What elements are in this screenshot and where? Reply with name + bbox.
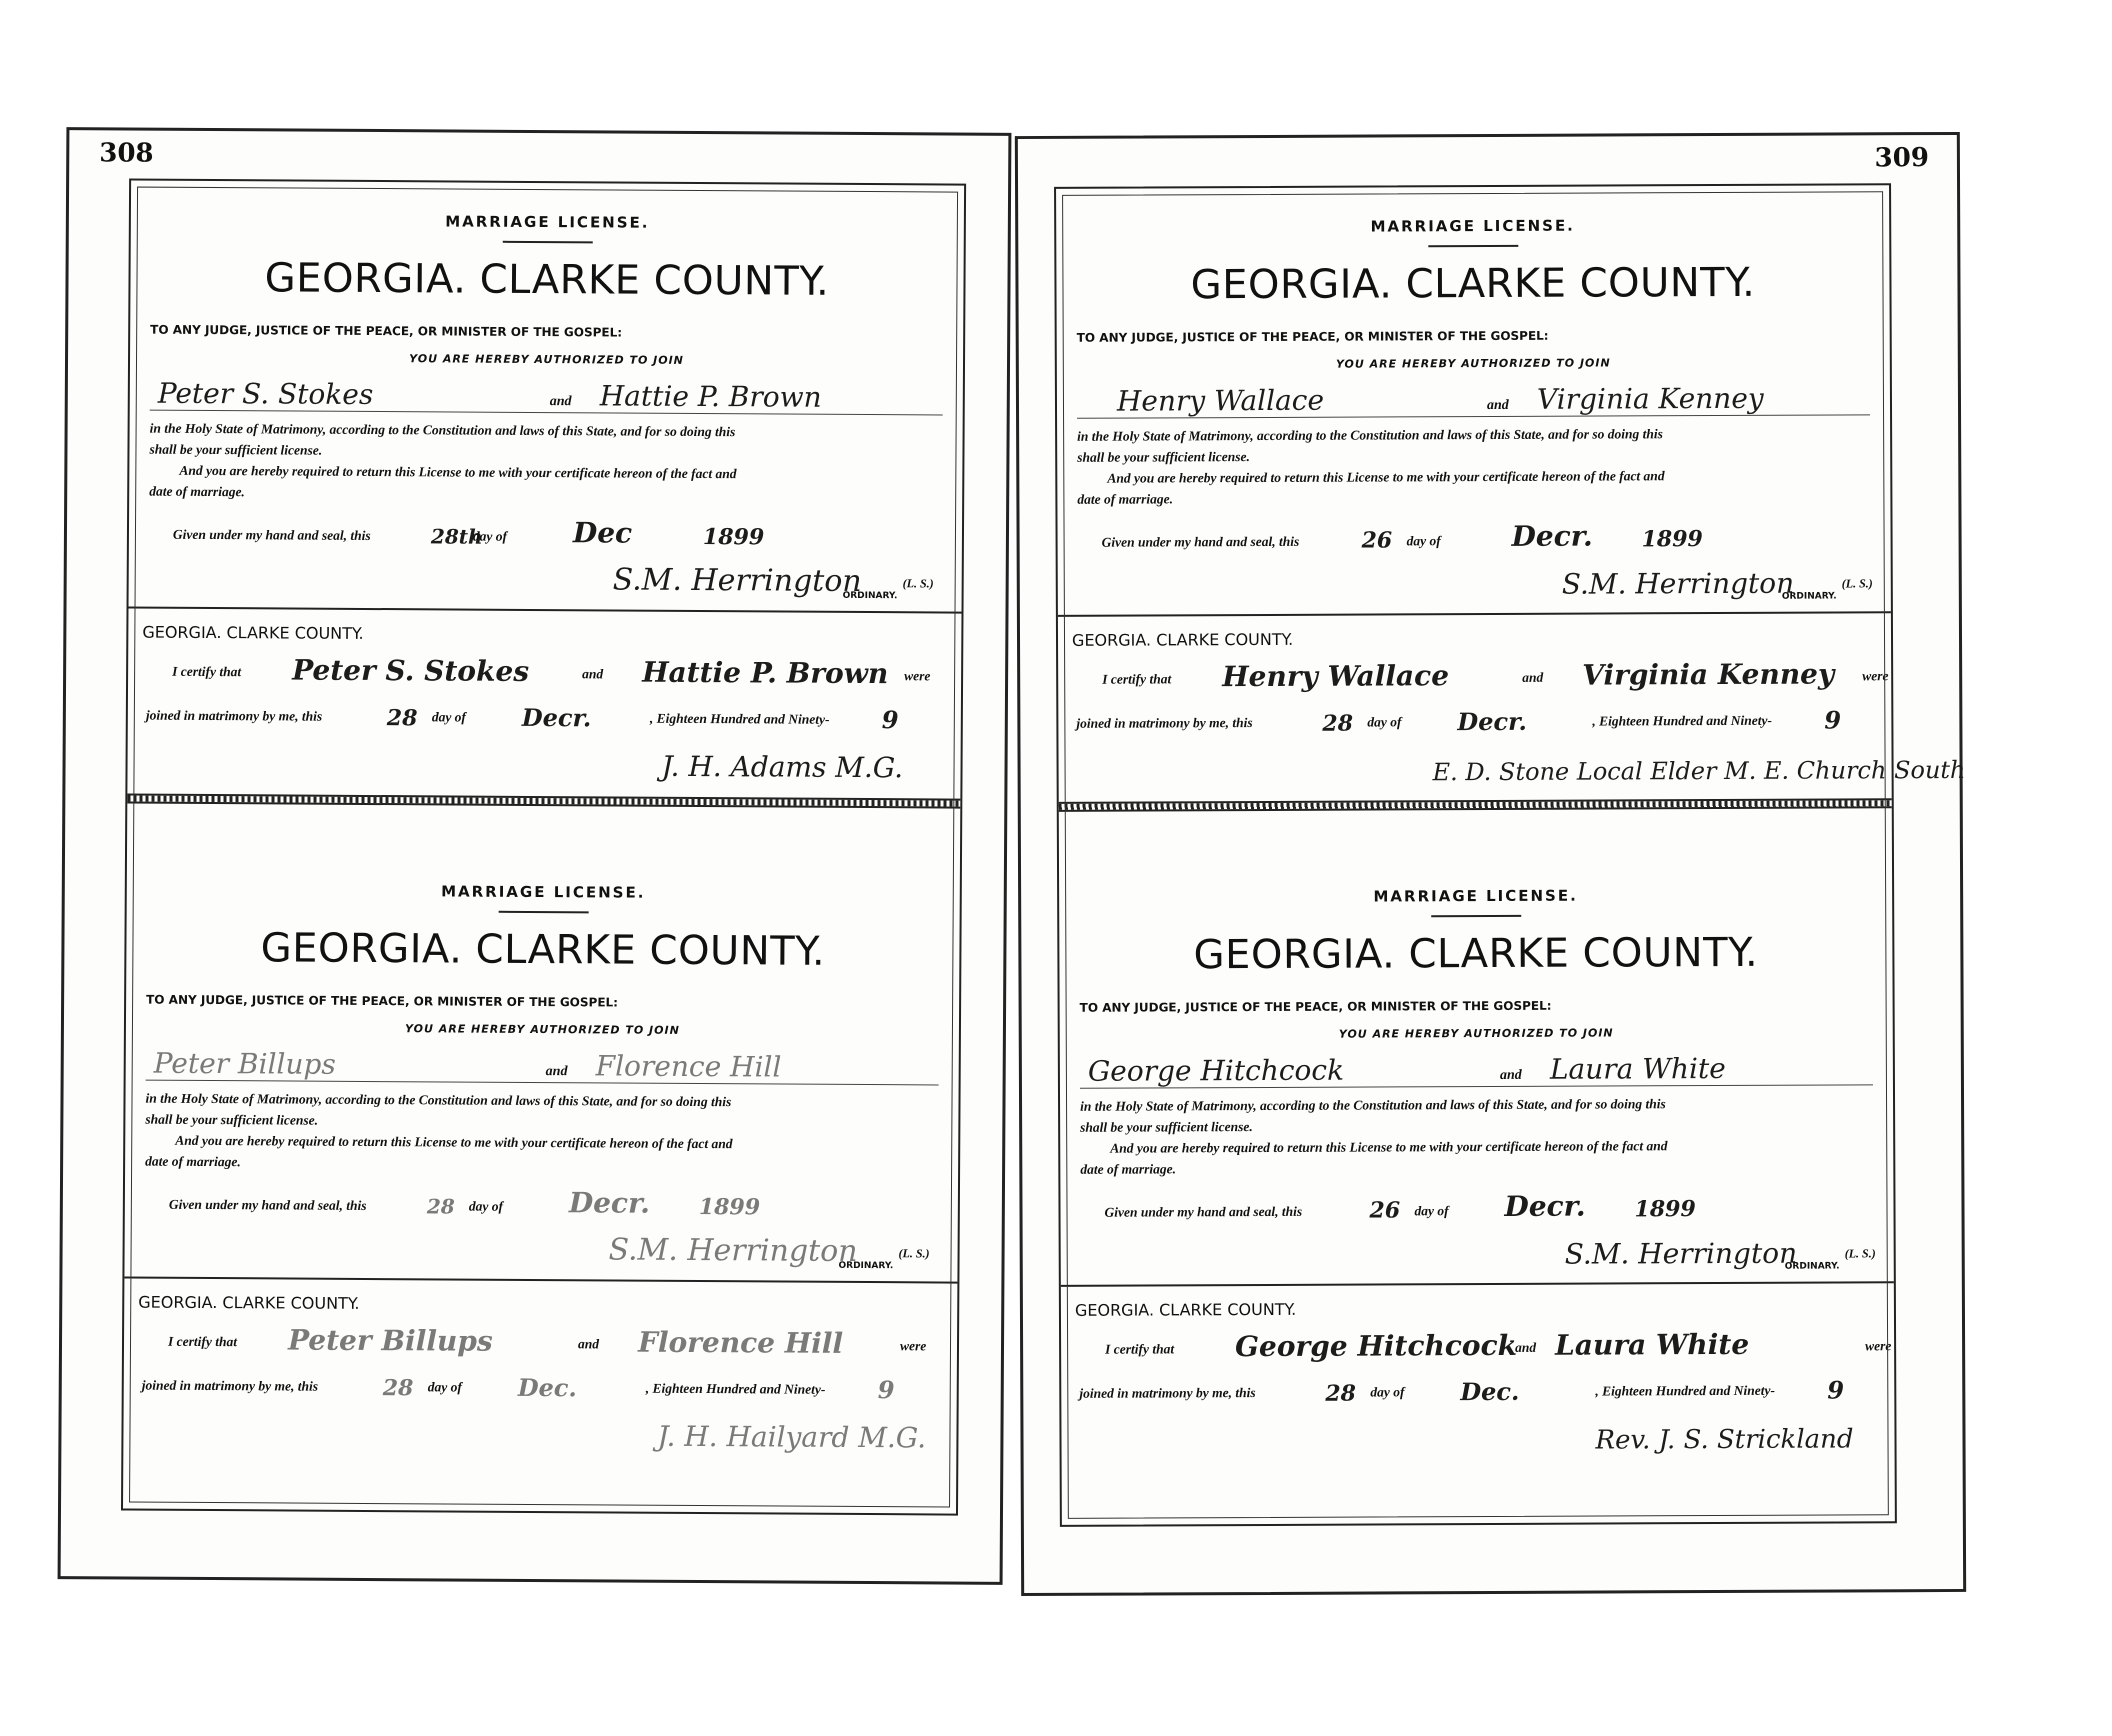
- day-of-label: day of: [468, 1198, 504, 1214]
- joined-label: joined in matrimony by me, this: [1079, 1384, 1256, 1401]
- joined-line: [142, 691, 947, 734]
- and-label: and: [1499, 1067, 1522, 1083]
- and-label: and: [1522, 669, 1544, 685]
- address-line: TO ANY JUDGE, JUSTICE OF THE PEACE, OR MINISTER OF THE GOSPEL:: [1076, 328, 1549, 345]
- ls-label: (L. S.): [1841, 576, 1873, 591]
- given-year: 1899: [1634, 1195, 1696, 1223]
- eighteen-label: , Eighteen Hundred and Ninety-: [1592, 712, 1773, 729]
- joined-month: Decr.: [1457, 706, 1527, 736]
- certify-label: I certify that: [1102, 671, 1172, 687]
- marriage-license: [141, 203, 950, 809]
- certify-label: I certify that: [167, 1333, 238, 1349]
- license-text: [145, 1089, 938, 1178]
- names-line: [146, 1040, 939, 1086]
- eighteen-label: , Eighteen Hundred and Ninety-: [649, 710, 830, 727]
- officiant-signature: E. D. Stone Local Elder M. E. Church South: [1432, 755, 1966, 786]
- day-of-label: day of: [427, 1379, 462, 1395]
- authorized-line: YOU ARE HEREBY AUTHORIZED TO JOIN: [1338, 1026, 1614, 1041]
- joined-month: Decr.: [521, 702, 592, 733]
- marriage-license: [137, 873, 946, 1455]
- certify-line: [138, 1317, 943, 1360]
- ordinary-signature: S.M. Herrington: [608, 1232, 858, 1269]
- ornament-rule: [502, 241, 592, 244]
- ordinary-label: ORDINARY.: [1784, 1261, 1840, 1272]
- eighteen-label: , Eighteen Hundred and Ninety-: [1595, 1382, 1775, 1399]
- text-line: in the Holy State of Matrimony, according to the Constitution and laws of this State, and for so doing this: [149, 420, 736, 440]
- given-year: 1899: [698, 1193, 761, 1221]
- given-month: Dec: [572, 515, 633, 550]
- day-of-label: day of: [1414, 1202, 1449, 1219]
- bride-name: Hattie P. Brown: [599, 379, 822, 414]
- certify-line: [1075, 1322, 1892, 1364]
- text-line: date of marriage.: [1077, 491, 1174, 507]
- authorized-line: YOU ARE HEREBY AUTHORIZED TO JOIN: [405, 1022, 680, 1037]
- text-line: And you are hereby required to return this License to me with your certificate hereon of the fact and: [1107, 468, 1665, 486]
- joined-line: [138, 1361, 943, 1404]
- marriage-license: [1070, 207, 1966, 811]
- given-year: 1899: [1641, 525, 1703, 553]
- and-label: and: [1486, 397, 1509, 414]
- given-year: 1899: [702, 523, 765, 551]
- ornament-rule: [498, 911, 588, 914]
- license-heading: MARRIAGE LICENSE.: [1370, 216, 1575, 236]
- joined-label: joined in matrimony by me, this: [141, 1377, 319, 1394]
- names-line: [1077, 374, 1870, 418]
- joined-day: 28: [386, 704, 418, 731]
- page-frame: [1054, 183, 1966, 1527]
- section-divider: [124, 1276, 957, 1283]
- section-divider: [1061, 1281, 1894, 1287]
- certify-line: [142, 647, 947, 690]
- county-title: GEORGIA. CLARKE COUNTY.: [1190, 259, 1756, 309]
- license-text: [1080, 1093, 1873, 1180]
- day-of-label: day of: [1367, 714, 1402, 730]
- certificate-heading: GEORGIA. CLARKE COUNTY.: [138, 1292, 360, 1313]
- address-line: TO ANY JUDGE, JUSTICE OF THE PEACE, OR MINISTER OF THE GOSPEL:: [1079, 998, 1552, 1015]
- joined-day: 28: [382, 1374, 414, 1401]
- given-month: Decr.: [1511, 519, 1593, 553]
- were-label: were: [1865, 1337, 1892, 1354]
- day-of-label: day of: [1370, 1384, 1405, 1400]
- text-line: shall be your sufficient license.: [149, 441, 323, 458]
- given-label: Given under my hand and seal, this: [172, 526, 371, 543]
- ledger-page-309: [1015, 132, 1966, 1596]
- cert-bride-name: Virginia Kenney: [1582, 657, 1835, 692]
- bride-name: Virginia Kenney: [1536, 381, 1764, 416]
- given-month: Decr.: [568, 1185, 651, 1220]
- officiant-signature: J. H. Hailyard M.G.: [657, 1419, 927, 1455]
- ornament-rule: [1431, 915, 1521, 917]
- day-of-label: day of: [1406, 532, 1441, 549]
- joined-line: [1072, 696, 1877, 738]
- ordinary-signature-row: [138, 1220, 943, 1269]
- license-heading: MARRIAGE LICENSE.: [1373, 886, 1578, 906]
- ordinary-label: ORDINARY.: [838, 1260, 894, 1271]
- were-label: were: [899, 1337, 927, 1354]
- bride-name: Florence Hill: [595, 1049, 782, 1084]
- and-label: and: [582, 665, 604, 682]
- cert-bride-name: Florence Hill: [637, 1325, 844, 1360]
- license-text: [149, 419, 942, 508]
- ordinary-signature-row: [143, 550, 948, 599]
- text-line: in the Holy State of Matrimony, according to the Constitution and laws of this State, and for so doing this: [1077, 426, 1663, 444]
- given-month: Decr.: [1504, 1189, 1586, 1223]
- officiant-signature: J. H. Adams M.G.: [661, 749, 904, 784]
- certify-line: [1072, 652, 1889, 694]
- officiant-row: [1072, 740, 1966, 788]
- officiant-row: [137, 1405, 942, 1454]
- names-line: [1080, 1044, 1873, 1088]
- day-of-label: day of: [431, 709, 467, 725]
- ornament-rule: [1428, 245, 1518, 247]
- text-line: in the Holy State of Matrimony, according to the Constitution and laws of this State, and for so doing this: [1080, 1096, 1666, 1114]
- joined-day: 28: [1322, 710, 1354, 737]
- given-label: Given under my hand and seal, this: [1101, 533, 1300, 550]
- authorized-line: YOU ARE HEREBY AUTHORIZED TO JOIN: [1335, 356, 1611, 371]
- text-line: date of marriage.: [1080, 1161, 1176, 1177]
- ordinary-label: ORDINARY.: [1781, 591, 1837, 602]
- certificate-heading: GEORGIA. CLARKE COUNTY.: [1074, 1299, 1297, 1320]
- address-line: TO ANY JUDGE, JUSTICE OF THE PEACE, OR MINISTER OF THE GOSPEL:: [146, 992, 619, 1010]
- page-number: 308: [99, 138, 154, 169]
- given-day: 28: [426, 1194, 455, 1219]
- text-line: And you are hereby required to return this License to me with your certificate hereon of the fact and: [1110, 1138, 1668, 1156]
- ornamental-divider: [1059, 798, 1892, 812]
- names-line: [150, 370, 943, 416]
- cert-groom-name: George Hitchcock: [1235, 1328, 1518, 1363]
- given-label: Given under my hand and seal, this: [1104, 1203, 1303, 1220]
- page-number: 309: [1874, 143, 1929, 174]
- marriage-license: [1073, 877, 1892, 1457]
- county-title: GEORGIA. CLARKE COUNTY.: [1193, 929, 1759, 979]
- joined-line: [1075, 1366, 1880, 1408]
- were-label: were: [904, 667, 931, 684]
- ornamental-divider: [127, 793, 960, 808]
- joined-day: 28: [1325, 1380, 1356, 1407]
- ordinary-signature: S.M. Herrington: [1564, 1236, 1798, 1271]
- joined-year: 9: [1824, 705, 1842, 735]
- certificate-heading: GEORGIA. CLARKE COUNTY.: [1071, 629, 1294, 650]
- groom-name: George Hitchcock: [1087, 1053, 1345, 1088]
- ordinary-signature: S.M. Herrington: [612, 562, 862, 599]
- text-line: shall be your sufficient license.: [145, 1111, 319, 1128]
- certificate-heading: GEORGIA. CLARKE COUNTY.: [142, 622, 364, 643]
- address-line: TO ANY JUDGE, JUSTICE OF THE PEACE, OR MINISTER OF THE GOSPEL:: [150, 322, 623, 340]
- ledger-page-308: [58, 127, 1012, 1585]
- given-label: Given under my hand and seal, this: [168, 1196, 367, 1213]
- cert-bride-name: Hattie P. Brown: [642, 655, 889, 690]
- section-divider: [129, 606, 962, 613]
- day-of-label: day of: [472, 528, 508, 544]
- text-line: shall be your sufficient license.: [1080, 1118, 1253, 1135]
- ordinary-signature-row: [1075, 1225, 1880, 1273]
- and-label: and: [545, 1064, 568, 1080]
- groom-name: Henry Wallace: [1116, 383, 1325, 418]
- ordinary-label: ORDINARY.: [842, 590, 898, 601]
- officiant-row: [141, 735, 946, 784]
- ls-label: (L. S.): [898, 1245, 930, 1261]
- given-line: [1074, 1187, 1879, 1225]
- groom-name: Peter S. Stokes: [157, 376, 374, 412]
- text-line: date of marriage.: [145, 1153, 241, 1169]
- text-line: date of marriage.: [149, 483, 245, 499]
- county-title: GEORGIA. CLARKE COUNTY.: [264, 255, 830, 305]
- text-line: And you are hereby required to return this License to me with your certificate hereon of the fact and: [179, 462, 737, 482]
- were-label: were: [1862, 667, 1889, 684]
- certify-label: I certify that: [172, 663, 242, 679]
- given-line: [143, 512, 948, 551]
- county-title: GEORGIA. CLARKE COUNTY.: [260, 925, 826, 975]
- given-day: 26: [1369, 1197, 1401, 1224]
- ls-label: (L. S.): [902, 575, 934, 591]
- groom-name: Peter Billups: [153, 1046, 336, 1081]
- joined-year: 9: [877, 1374, 895, 1404]
- joined-label: joined in matrimony by me, this: [1076, 714, 1253, 731]
- joined-label: joined in matrimony by me, this: [145, 707, 323, 724]
- page-frame: [121, 179, 966, 1516]
- joined-month: Dec.: [517, 1372, 577, 1402]
- ls-label: (L. S.): [1844, 1246, 1876, 1261]
- given-day: 26: [1361, 527, 1393, 554]
- ordinary-signature: S.M. Herrington: [1561, 566, 1795, 601]
- bride-name: Laura White: [1549, 1051, 1726, 1086]
- given-line: [1071, 517, 1876, 555]
- cert-bride-name: Laura White: [1555, 1327, 1750, 1362]
- joined-month: Dec.: [1460, 1376, 1520, 1406]
- section-divider: [1058, 611, 1891, 617]
- text-line: in the Holy State of Matrimony, according to the Constitution and laws of this State, and for so doing this: [145, 1090, 732, 1110]
- certify-label: I certify that: [1105, 1341, 1175, 1357]
- license-heading: MARRIAGE LICENSE.: [441, 882, 646, 902]
- and-label: and: [577, 1335, 600, 1352]
- license-text: [1077, 423, 1870, 510]
- authorized-line: YOU ARE HEREBY AUTHORIZED TO JOIN: [409, 352, 684, 367]
- text-line: shall be your sufficient license.: [1077, 448, 1250, 465]
- ordinary-signature-row: [1072, 555, 1877, 603]
- text-line: And you are hereby required to return this License to me with your certificate hereon of the fact and: [175, 1132, 733, 1152]
- joined-year: 9: [881, 704, 899, 734]
- given-line: [139, 1182, 944, 1221]
- cert-groom-name: Henry Wallace: [1222, 658, 1450, 693]
- joined-year: 9: [1827, 1375, 1845, 1405]
- and-label: and: [1515, 1339, 1537, 1355]
- officiant-signature: Rev. J. S. Strickland: [1595, 1424, 1854, 1456]
- cert-groom-name: Peter S. Stokes: [292, 653, 530, 688]
- given-day: 28th: [430, 524, 483, 549]
- and-label: and: [549, 394, 572, 410]
- eighteen-label: , Eighteen Hundred and Ninety-: [645, 1380, 826, 1397]
- license-heading: MARRIAGE LICENSE.: [445, 212, 650, 232]
- cert-groom-name: Peter Billups: [287, 1323, 493, 1358]
- officiant-row: [1075, 1410, 1880, 1458]
